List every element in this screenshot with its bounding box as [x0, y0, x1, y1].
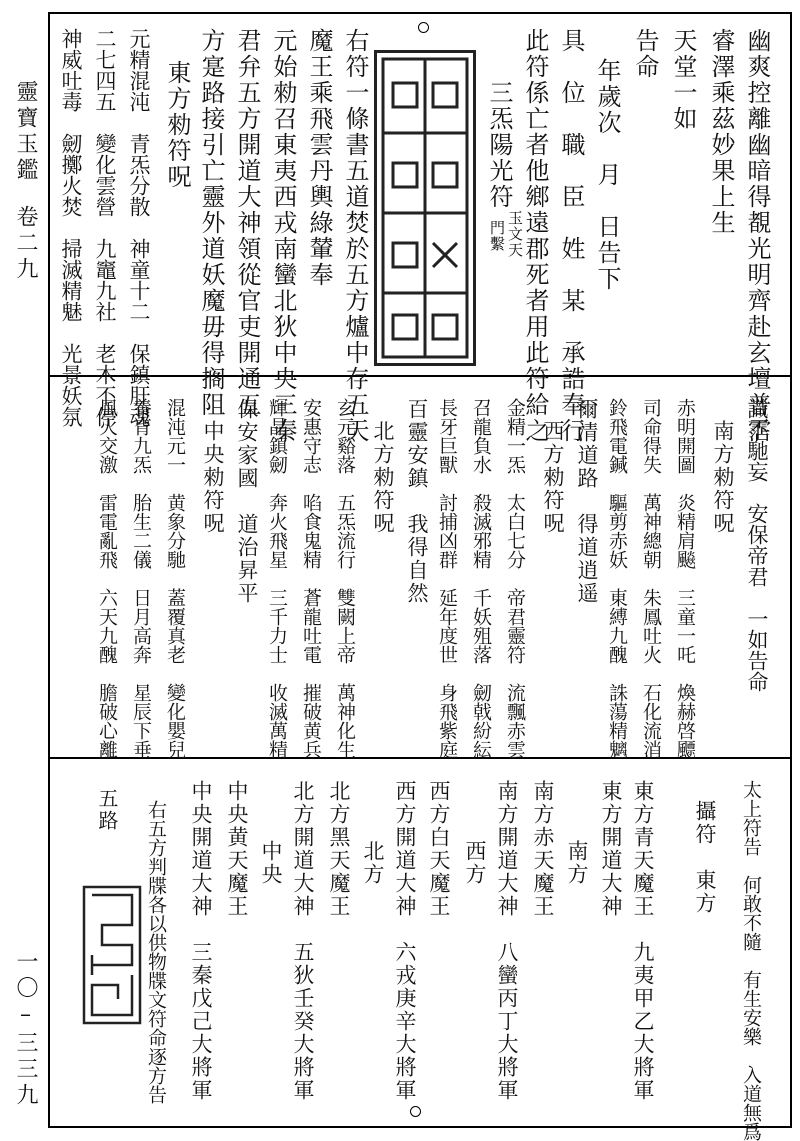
text-column: 告命 — [631, 28, 659, 80]
section-heading: 南方勑符呪 — [711, 420, 735, 535]
text-column: 輝晶鎮劒 奔火飛星 三千力士 收滅萬精 — [266, 398, 288, 759]
talisman-label: 五路 — [95, 788, 119, 832]
page-number: 一〇–三三九 — [13, 950, 38, 1109]
text-column: 養育九炁 胎生二儀 日月高奔 星辰下垂 — [130, 398, 152, 759]
text-column: 南方赤天魔王 — [531, 780, 555, 918]
text-column: 長牙巨獸 討捕凶群 延年度世 身飛紫庭 — [436, 398, 458, 759]
text-column: 幽爽控離幽暗得覩光明齊赴玄壇普霑 — [743, 28, 771, 444]
text-column: 神威吐毒 劒擲火焚 掃滅精魅 光景妖氛 — [59, 28, 83, 427]
text-column: 右符一條書五道焚於五方爐中存五天 — [341, 28, 369, 444]
text-column: 太上符告 何敢不隨 有生安樂 入道無爲 — [740, 780, 762, 1141]
section-heading: 中央勑符呪 — [201, 420, 225, 535]
text-column: 西方白天魔王 — [427, 780, 451, 918]
text-column: 安惠守志 啗食鬼精 蒼龍吐電 摧破黄兵 — [300, 398, 322, 759]
text-column: 君弁五方開道大神領從官吏開通五 — [233, 28, 261, 418]
text-column: 此符係亡者他鄉遠郡死者用此符給之 — [521, 28, 549, 444]
text-column: 睿澤乘茲妙果上生 — [707, 28, 735, 236]
text-column: 西方開道大神 六戎庚辛大將軍 — [393, 780, 417, 1102]
text-column: 司命得失 萬神總朝 朱鳳吐火 石化流消 — [640, 398, 662, 759]
text-column: 中央黄天魔王 — [225, 780, 249, 918]
section-heading: 西方 — [463, 840, 487, 886]
meander-pattern-icon — [82, 885, 142, 1025]
book-title: 靈寶玉鑑 — [13, 80, 38, 184]
text-column: 百靈安鎮 我得自然 — [405, 398, 429, 605]
talisman-note: 玉文天 — [506, 210, 524, 258]
text-column: 赤明開圖 炎精肩飈 三童一吒 煥赫啓飃 — [674, 398, 696, 759]
text-column: 北方黑天魔王 — [327, 780, 351, 918]
text-column: 爾清道路 得道逍遥 — [575, 398, 599, 605]
text-column: 具 位 職 臣 姓 某 承誥奉行 — [557, 28, 585, 444]
registration-mark-bottom — [410, 1106, 421, 1117]
text-column: 北方開道大神 五狄壬癸大將軍 — [291, 780, 315, 1102]
talisman-note: 門繫 — [488, 220, 506, 252]
text-column: 風火交激 雷電亂飛 六天九醜 膽破心離 — [96, 398, 118, 759]
text-column: 南方開道大神 八蠻丙丁大將軍 — [495, 780, 519, 1102]
section-heading: 北方 — [361, 840, 385, 886]
section-heading: 北方勑符呪 — [371, 420, 395, 535]
text-column: 混沌元一 黄象分馳 蓋覆真老 變化嬰兒 — [164, 398, 186, 759]
section-heading: 攝符 東方 — [693, 800, 717, 915]
section-heading: 東方勑符呪 — [163, 60, 191, 190]
text-column: 召龍負水 殺滅邪精 千妖殂落 劒戟紛紜 — [470, 398, 492, 759]
text-column: 保安家國 道治昇平 — [235, 398, 259, 605]
text-column: 年歲次 月 日告下 — [593, 58, 621, 292]
text-column: 魔王乘飛雲丹輿綠輦奉 — [305, 28, 333, 288]
section-heading: 南方 — [565, 840, 589, 886]
seal-pattern-icon — [377, 53, 473, 363]
text-column: 元始勑召東夷西戎南蠻北狄中央三秦 — [269, 28, 297, 444]
text-column: 東方開道大神 — [599, 780, 623, 918]
text-column: 二七四五 變化雲營 九竈九社 老木不停 — [93, 28, 117, 427]
volume-label: 卷二九 — [13, 205, 38, 283]
meander-talisman — [82, 885, 142, 1025]
text-column: 中央開道大神 三秦戊己大將軍 — [189, 780, 213, 1102]
text-column: 識不馳妄 安保帝君 一如告命 — [745, 398, 769, 692]
text-column: 天堂一如 — [669, 28, 697, 132]
text-column: 元精混沌 青炁分散 神童十二 保鎮肝魂 — [127, 28, 151, 427]
talisman-seal — [374, 50, 476, 366]
text-column: 東方青天魔王 九夷甲乙大將軍 — [631, 780, 655, 1102]
text-column: 鈴飛電鍼 驅剪赤妖 東縛九醜 誅蕩精魑 — [606, 398, 628, 759]
text-column: 方寔路接引亡靈外道妖魔毋得搁阻 — [197, 28, 225, 418]
talisman-title: 三炁陽光符 — [485, 80, 513, 210]
registration-mark-top — [418, 22, 429, 33]
text-column: 右五方判牒各以供物牒文符命逐方告 — [145, 800, 167, 1104]
section-heading: 中央 — [259, 840, 283, 886]
text-column: 金精一炁 太白七分 帝君靈符 流飄赤雲 — [504, 398, 526, 759]
section-heading: 西方勑符呪 — [541, 420, 565, 535]
panel-divider-top — [48, 375, 790, 377]
text-column: 玄元谿落 五炁流行 雙闕上帝 萬神化生 — [334, 398, 356, 759]
